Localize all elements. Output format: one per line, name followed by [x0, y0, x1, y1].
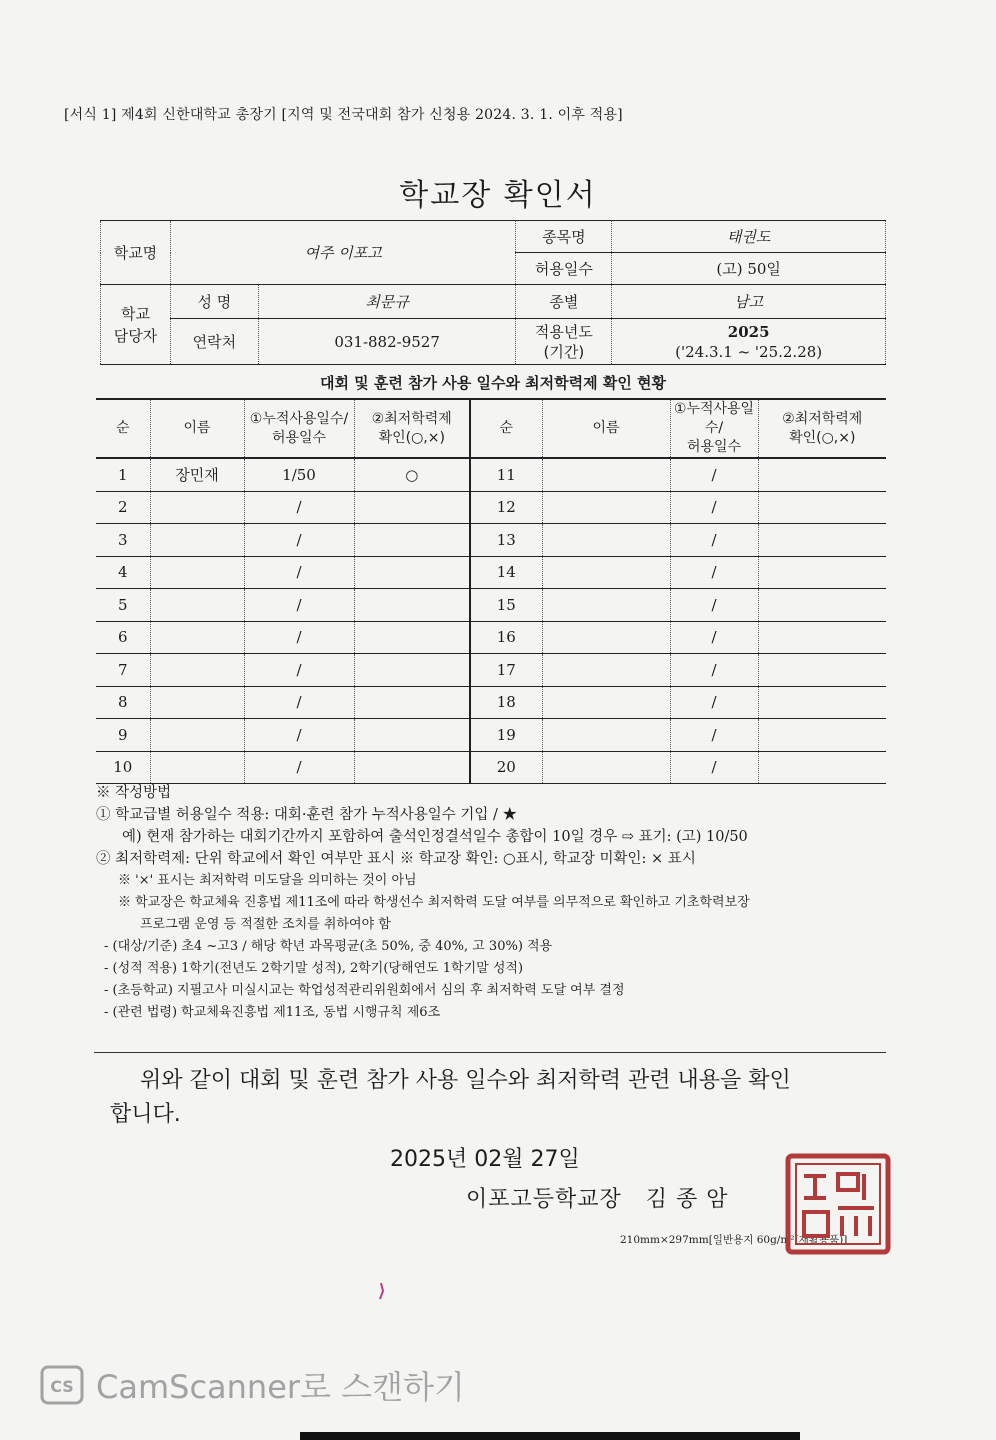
table-row [96, 458, 886, 491]
min-achievement-check [354, 686, 470, 719]
usage-days: / [244, 491, 354, 524]
header-no: 순 [96, 399, 150, 458]
year-value: 2025 [727, 322, 770, 341]
min-achievement-check [758, 556, 886, 589]
header-check: ②최저학력제 확인(○,×) [354, 399, 470, 458]
student-name: 장민재 [150, 458, 244, 491]
row-number: 11 [470, 458, 542, 491]
student-name [150, 556, 244, 589]
row-number: 15 [470, 589, 542, 622]
min-achievement-check [758, 589, 886, 622]
row-number: 14 [470, 556, 542, 589]
gender-value: 남고 [612, 285, 886, 319]
row-number: 9 [96, 719, 150, 752]
row-number: 10 [96, 751, 150, 784]
row-number: 6 [96, 621, 150, 654]
student-name [542, 621, 670, 654]
document-title: 학교장 확인서 [399, 178, 597, 213]
note-dash-4: - (관련 법령) 학교체육진흥법 제11조, 동법 시행규칙 제6조 [104, 1005, 441, 1020]
student-name [150, 654, 244, 687]
allowed-days-label: 허용일수 [516, 253, 612, 285]
notes-heading: ※ 작성방법 [96, 785, 172, 801]
min-achievement-check [758, 458, 886, 491]
usage-days: / [670, 719, 758, 752]
usage-days: / [670, 751, 758, 784]
header-days: ①누적사용일수/ 허용일수 [244, 399, 354, 458]
row-number: 4 [96, 556, 150, 589]
table-row [96, 719, 886, 752]
allowed-days-value: (고) 50일 [612, 253, 886, 285]
student-name [150, 686, 244, 719]
note-sub-2b: 프로그램 운영 등 적절한 조치를 취하여야 함 [140, 917, 391, 932]
usage-days: / [670, 589, 758, 622]
year-cell [612, 319, 886, 365]
header-name-right: 이름 [542, 399, 670, 458]
usage-days: / [244, 719, 354, 752]
student-name [150, 751, 244, 784]
row-number: 2 [96, 491, 150, 524]
min-achievement-check: ○ [354, 458, 470, 491]
camscanner-watermark [40, 1362, 465, 1408]
row-number: 3 [96, 524, 150, 557]
table-row [96, 751, 886, 784]
participation-table [96, 398, 886, 784]
student-name [542, 458, 670, 491]
name-label: 성 명 [170, 285, 258, 319]
student-name [542, 654, 670, 687]
min-achievement-check [354, 491, 470, 524]
school-label: 학교명 [101, 221, 171, 285]
usage-days: 1/50 [244, 458, 354, 491]
table-row [96, 556, 886, 589]
event-value: 태권도 [612, 221, 886, 253]
usage-days: / [244, 556, 354, 589]
instructions [96, 782, 896, 1024]
confirmation-line-1: 위와 같이 대회 및 훈련 참가 사용 일수와 최저학력 관련 내용을 확인 [140, 1068, 791, 1093]
table-row [96, 686, 886, 719]
note-sub-2: ※ 학교장은 학교체육 진흥법 제11조에 따라 학생선수 최저학력 도달 여부를 의무적으로 확인하고 기초학력보장 [118, 895, 750, 910]
min-achievement-check [354, 589, 470, 622]
table-header-row [96, 399, 886, 458]
usage-days: / [244, 589, 354, 622]
svg-text:CS: CS [50, 1377, 74, 1396]
usage-days: / [670, 458, 758, 491]
period-value: ('24.3.1 ~ '25.2.28) [675, 342, 823, 361]
usage-days: / [244, 654, 354, 687]
note-item-2: ② 최저학력제: 단위 학교에서 확인 여부만 표시 ※ 학교장 확인: ○표시, 학교장 미확인: × 표시 [96, 851, 696, 867]
student-name [150, 491, 244, 524]
usage-days: / [244, 751, 354, 784]
camscanner-logo-icon [40, 1365, 84, 1405]
min-achievement-check [354, 621, 470, 654]
ink-mark [376, 1282, 386, 1300]
header-days-right: ①누적사용일수/ 허용일수 [670, 399, 758, 458]
info-table [100, 220, 886, 365]
note-dash-3: - (초등학교) 지필고사 미실시교는 학업성적관리위원회에서 심의 후 최저학력 도달 여부 결정 [104, 983, 625, 998]
usage-days: / [670, 654, 758, 687]
form-reference: [서식 1] 제4회 신한대학교 총장기 [지역 및 전국대회 참가 신청용 2024. 3. 1. 이후 적용] [64, 107, 623, 123]
min-achievement-check [354, 751, 470, 784]
table-row [96, 524, 886, 557]
official-seal-icon [782, 1150, 894, 1258]
principal-signature: 이포고등학교장 김 종 암 [466, 1187, 729, 1212]
contact-label: 학교 담당자 [101, 285, 171, 365]
student-name [542, 719, 670, 752]
usage-days: / [670, 524, 758, 557]
usage-days: / [244, 524, 354, 557]
usage-days: / [244, 621, 354, 654]
min-achievement-check [758, 524, 886, 557]
divider [94, 1052, 886, 1053]
min-achievement-check [758, 686, 886, 719]
table-row [96, 491, 886, 524]
name-value: 최문규 [258, 285, 516, 319]
scan-edge [300, 1432, 800, 1440]
min-achievement-check [354, 654, 470, 687]
student-name [150, 524, 244, 557]
note-dash-2: - (성적 적용) 1학기(전년도 2학기말 성적), 2학기(당해연도 1학기말 성적) [104, 961, 524, 976]
student-name [150, 621, 244, 654]
table-row [96, 621, 886, 654]
confirmation-line-2: 합니다. [110, 1102, 181, 1127]
usage-days: / [670, 491, 758, 524]
student-name [542, 589, 670, 622]
section-title: 대회 및 훈련 참가 사용 일수와 최저학력제 확인 현황 [319, 374, 667, 392]
min-achievement-check [758, 654, 886, 687]
min-achievement-check [758, 491, 886, 524]
row-number: 1 [96, 458, 150, 491]
header-no-right: 순 [470, 399, 542, 458]
student-name [542, 491, 670, 524]
row-number: 18 [470, 686, 542, 719]
usage-days: / [670, 686, 758, 719]
row-number: 20 [470, 751, 542, 784]
student-name [542, 751, 670, 784]
header-name: 이름 [150, 399, 244, 458]
note-sub-1: ※ '×' 표시는 최저학력 미도달을 의미하는 것이 아님 [118, 873, 417, 888]
year-label: 적용년도 (기간) [516, 319, 612, 365]
min-achievement-check [758, 621, 886, 654]
student-name [542, 686, 670, 719]
row-number: 12 [470, 491, 542, 524]
row-number: 8 [96, 686, 150, 719]
min-achievement-check [354, 524, 470, 557]
row-number: 13 [470, 524, 542, 557]
phone-label: 연락처 [170, 319, 258, 365]
note-example: 예) 현재 참가하는 대회기간까지 포함하여 출석인정결석일수 총합이 10일 경우 ⇨ 표기: (고) 10/50 [122, 829, 748, 845]
confirmation-statement [110, 1064, 880, 1132]
note-dash-1: - (대상/기준) 초4 ~고3 / 해당 학년 과목평균(초 50%, 중 40%, 고 30%) 적용 [104, 939, 553, 954]
phone-value: 031-882-9527 [258, 319, 516, 365]
gender-label: 종별 [516, 285, 612, 319]
min-achievement-check [354, 556, 470, 589]
min-achievement-check [758, 719, 886, 752]
event-label: 종목명 [516, 221, 612, 253]
table-row [96, 589, 886, 622]
row-number: 7 [96, 654, 150, 687]
min-achievement-check [354, 719, 470, 752]
school-value: 여주 이포고 [170, 221, 516, 285]
camscanner-text: CamScanner로 스캔하기 [96, 1368, 465, 1406]
header-check-right: ②최저학력제 확인(○,×) [758, 399, 886, 458]
table-row [96, 654, 886, 687]
row-number: 17 [470, 654, 542, 687]
note-item-1: ① 학교급별 허용일수 적용: 대회·훈련 참가 누적사용일수 기입 / ★ [96, 807, 518, 823]
row-number: 16 [470, 621, 542, 654]
student-name [542, 524, 670, 557]
min-achievement-check [758, 751, 886, 784]
row-number: 19 [470, 719, 542, 752]
student-name [150, 719, 244, 752]
row-number: 5 [96, 589, 150, 622]
usage-days: / [670, 621, 758, 654]
usage-days: / [244, 686, 354, 719]
student-name [542, 556, 670, 589]
paper-size-note: 210mm×297mm[일반용지 60g/m²(재활용품)] [620, 1234, 848, 1246]
issue-date: 2025년 02월 27일 [390, 1147, 580, 1172]
student-name [150, 589, 244, 622]
usage-days: / [670, 556, 758, 589]
